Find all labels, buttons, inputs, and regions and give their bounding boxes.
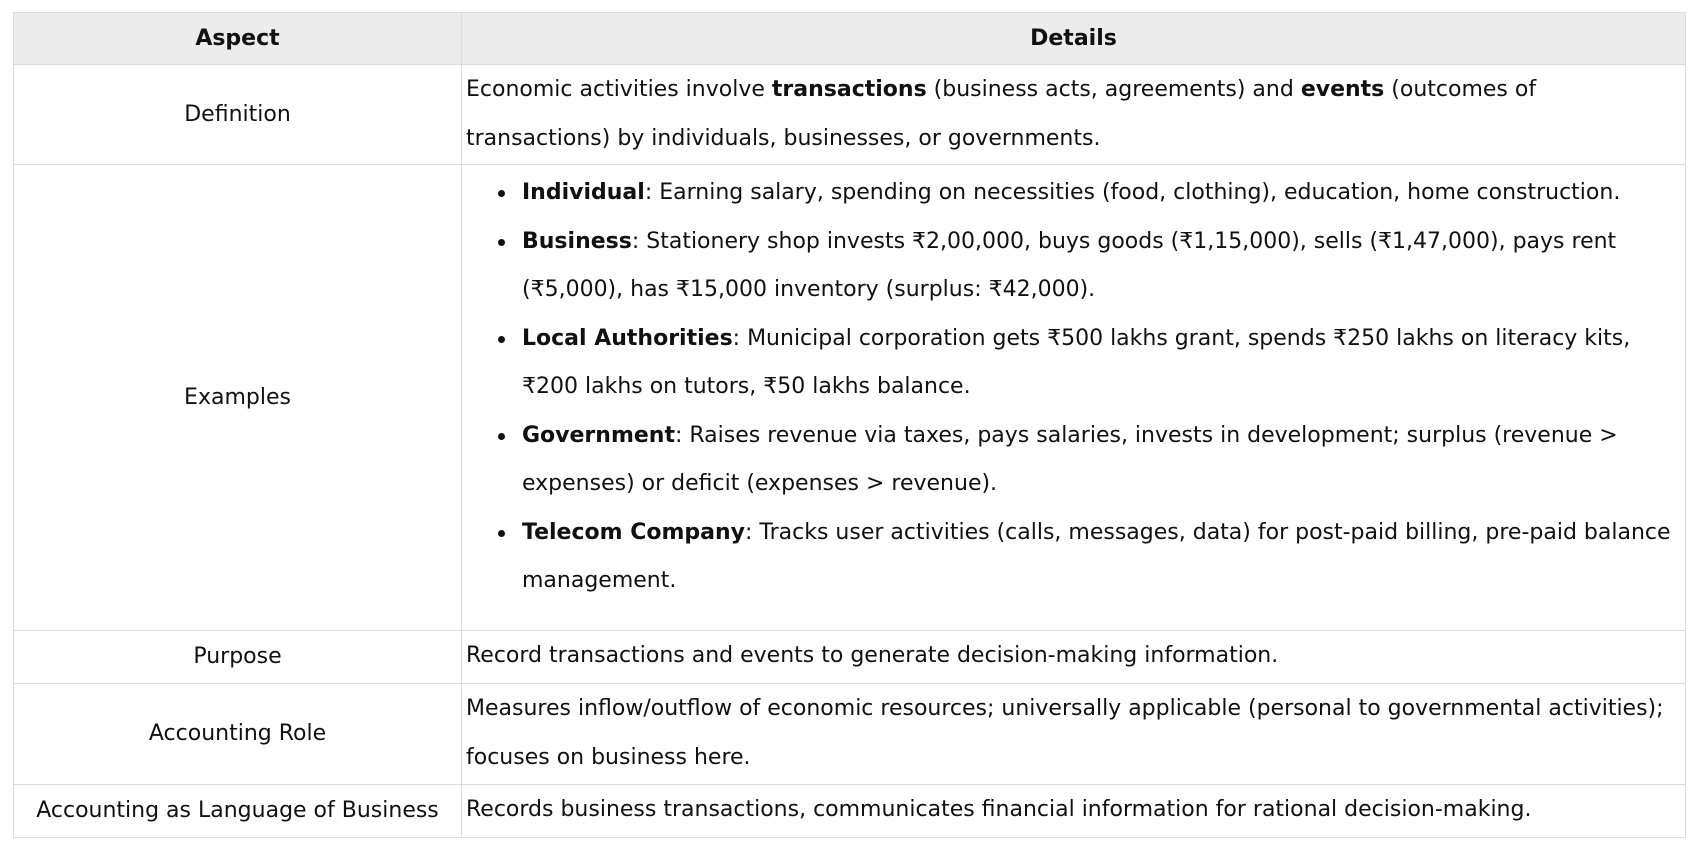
table-row-accounting-role bbox=[14, 683, 1686, 784]
list-item bbox=[522, 315, 1681, 412]
definition-text-2: (business acts, agreements) and bbox=[926, 77, 1301, 102]
example-text: : Earning salary, spending on necessities (food, clothing), education, home construction. bbox=[644, 180, 1621, 205]
header-aspect: Aspect bbox=[14, 13, 462, 65]
table-header-row bbox=[14, 13, 1686, 65]
table-row-language-of-business bbox=[14, 784, 1686, 837]
example-term: Individual bbox=[522, 180, 645, 205]
details-cell-accounting-role: Measures inflow/outflow of economic resources; universally applicable (personal to governmental activities); focuses on business here. bbox=[462, 683, 1686, 784]
table-container bbox=[13, 12, 1685, 838]
example-term: Business bbox=[522, 228, 632, 254]
aspect-cell-definition: Definition bbox=[14, 65, 462, 165]
details-cell-definition bbox=[462, 65, 1686, 165]
bullet-icon bbox=[498, 336, 505, 343]
table-row-purpose bbox=[14, 630, 1686, 683]
example-text: : Municipal corporation gets ₹500 lakhs grant, spends ₹250 lakhs on literacy kits, ₹200 lakhs on tutors, ₹50 lakhs balance. bbox=[522, 325, 1631, 399]
list-item bbox=[522, 218, 1681, 315]
definition-text-1: Economic activities involve bbox=[466, 77, 772, 102]
example-text: : Raises revenue via taxes, pays salaries, invests in development; surplus (revenue > expenses) or deficit (expenses > revenue). bbox=[522, 422, 1618, 496]
list-item bbox=[522, 169, 1681, 218]
table-row-examples bbox=[14, 165, 1686, 631]
bullet-icon bbox=[498, 239, 505, 246]
example-term: Government bbox=[522, 422, 675, 448]
example-term: Telecom Company bbox=[522, 519, 745, 545]
list-item bbox=[522, 509, 1681, 606]
bullet-icon bbox=[498, 433, 505, 440]
header-details: Details bbox=[462, 13, 1686, 65]
details-cell-examples bbox=[462, 165, 1686, 631]
definition-bold-transactions: transactions bbox=[771, 77, 927, 102]
details-cell-purpose: Record transactions and events to generate decision-making information. bbox=[462, 630, 1686, 683]
example-text: : Tracks user activities (calls, messages, data) for post-paid billing, pre-paid balance management. bbox=[522, 519, 1671, 593]
examples-list bbox=[466, 165, 1681, 630]
table-row-definition bbox=[14, 65, 1686, 165]
definition-bold-events: events bbox=[1300, 77, 1385, 102]
aspect-cell-accounting-role: Accounting Role bbox=[14, 683, 462, 784]
details-cell-language-of-business: Records business transactions, communicates financial information for rational decision-making. bbox=[462, 784, 1686, 837]
bullet-icon bbox=[498, 190, 505, 197]
bullet-icon bbox=[498, 530, 505, 537]
aspects-table bbox=[13, 12, 1686, 838]
definition-text-3: (outcomes of transactions) by individuals, businesses, or governments. bbox=[466, 77, 1537, 151]
aspect-cell-purpose: Purpose bbox=[14, 630, 462, 683]
aspect-cell-language-of-business: Accounting as Language of Business bbox=[14, 784, 462, 837]
example-term: Local Authorities bbox=[522, 325, 733, 351]
example-text: : Stationery shop invests ₹2,00,000, buys goods (₹1,15,000), sells (₹1,47,000), pays rent (₹5,000), has ₹15,000 inventory (surplus: ₹42,000). bbox=[522, 228, 1617, 302]
aspect-cell-examples: Examples bbox=[14, 165, 462, 631]
list-item bbox=[522, 412, 1681, 509]
